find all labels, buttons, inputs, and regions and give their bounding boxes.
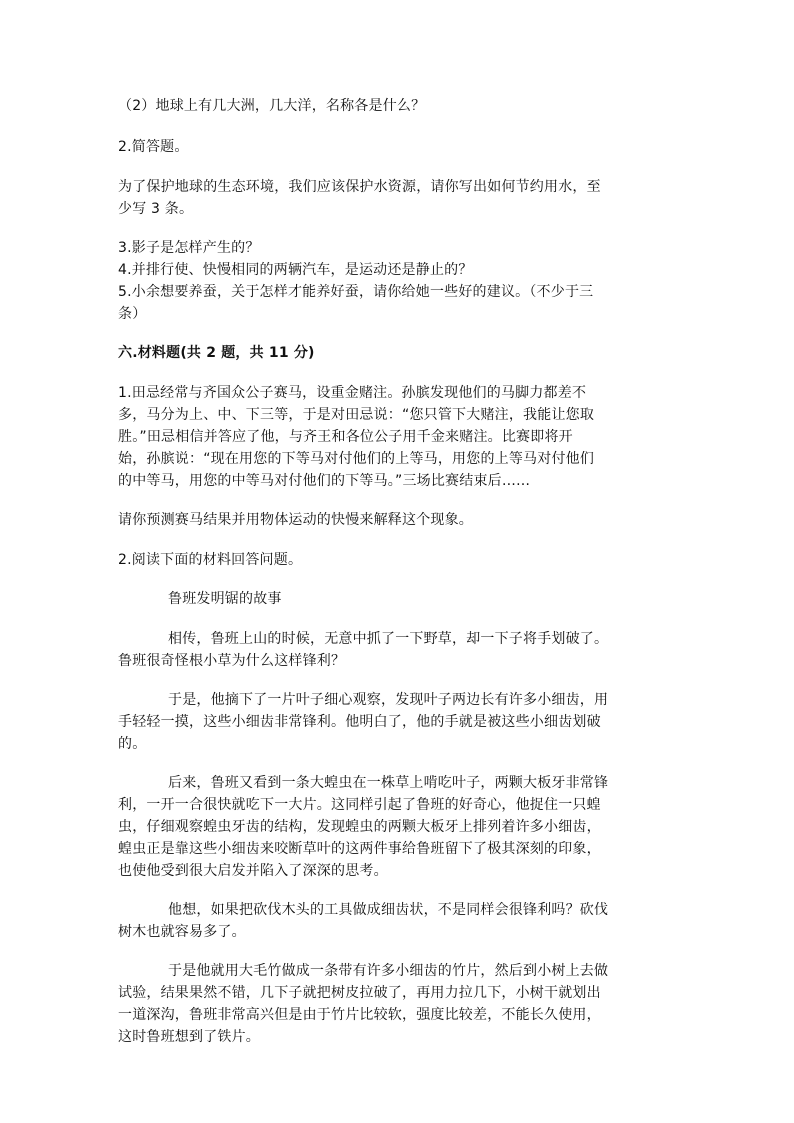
material-1-question: 请你预测赛马结果并用物体运动的快慢来解释这个现象。 bbox=[118, 512, 473, 528]
paragraph-line: 他想，如果把砍伐木头的工具做成细齿状，不是同样会很锋利吗？砍伐 bbox=[168, 902, 609, 918]
paragraph-line: 虫，仔细观察蝗虫牙齿的结构，发现蝗虫的两颗大板牙上排列着许多小细齿， bbox=[118, 819, 601, 835]
paragraph-line: 于是他就用大毛竹做成一条带有许多小细齿的竹片，然后到小树上去做 bbox=[168, 963, 609, 979]
question-continents: （2）地球上有几大洲，几大洋，名称各是什么？ bbox=[118, 98, 426, 114]
material-1-line: 1.田忌经常与齐国众公子赛马，设重金赌注。孙膑发现他们的马脚力都差不 bbox=[118, 385, 587, 401]
paragraph-line: 树木也就容易多了。 bbox=[118, 924, 246, 940]
section-title: 六.材料题(共 2 题，共 11 分) bbox=[118, 345, 315, 361]
material-1-line: 多，马分为上、中、下三等，于是对田忌说：“您只管下大赌注，我能让您取 bbox=[118, 407, 595, 423]
short-answer-title: 2.简答题。 bbox=[118, 139, 189, 155]
paragraph-line: 蝗虫正是靠这些小细齿来咬断草叶的这两件事给鲁班留下了极其深刻的印象， bbox=[118, 841, 601, 857]
paragraph-line: 一道深沟，鲁班非常高兴但是由于竹片比较软，强度比较差，不能长久使用， bbox=[118, 1007, 601, 1023]
material-2-title: 2.阅读下面的材料回答问题。 bbox=[118, 552, 303, 568]
paragraph-line: 的。 bbox=[118, 736, 147, 752]
water-question-line-1: 为了保护地球的生态环境，我们应该保护水资源，请你写出如何节约用水，至 bbox=[118, 179, 601, 195]
paragraph-line: 这时鲁班想到了铁片。 bbox=[118, 1029, 260, 1045]
paragraph-line: 试验，结果果然不错，几下子就把树皮拉破了，再用力拉几下，小树干就划出 bbox=[118, 985, 601, 1001]
story-title: 鲁班发明锯的故事 bbox=[168, 591, 282, 607]
water-question-line-2: 少写 3 条。 bbox=[118, 201, 194, 217]
car-question: 4.并排行使、快慢相同的两辆汽车，是运动还是静止的？ bbox=[118, 262, 473, 278]
paragraph-line: 利，一开一合很快就吃下一大片。这同样引起了鲁班的好奇心，他捉住一只蝗 bbox=[118, 797, 601, 813]
paragraph-line: 鲁班很奇怪根小草为什么这样锋利？ bbox=[118, 653, 346, 669]
material-1-line: 胜。”田忌相信并答应了他，与齐王和各位公子用千金来赌注。比赛即将开 bbox=[118, 429, 573, 445]
silkworm-question-line-1: 5.小余想要养蚕，关于怎样才能养好蚕，请你给她一些好的建议。（不少于三 bbox=[118, 284, 594, 300]
shadow-question: 3.影子是怎样产生的？ bbox=[118, 240, 260, 256]
paragraph-line: 也使他受到很大启发并陷入了深深的思考。 bbox=[118, 863, 388, 879]
material-1-line: 的中等马，用您的中等马对付他们的下等马。”三场比赛结束后…… bbox=[118, 473, 531, 489]
paragraph-line: 后来，鲁班又看到一条大蝗虫在一株草上啃吃叶子，两颗大板牙非常锋 bbox=[168, 775, 609, 791]
paragraph-line: 相传，鲁班上山的时候，无意中抓了一下野草，却一下子将手划破了。 bbox=[168, 631, 609, 647]
paragraph-line: 手轻轻一摸，这些小细齿非常锋利。他明白了，他的手就是被这些小细齿划破 bbox=[118, 714, 601, 730]
material-1-line: 始，孙膑说：“现在用您的下等马对付他们的上等马，用您的上等马对付他们 bbox=[118, 451, 595, 467]
silkworm-question-line-2: 条） bbox=[118, 306, 147, 322]
paragraph-line: 于是，他摘下了一片叶子细心观察，发现叶子两边长有许多小细齿，用 bbox=[168, 692, 609, 708]
